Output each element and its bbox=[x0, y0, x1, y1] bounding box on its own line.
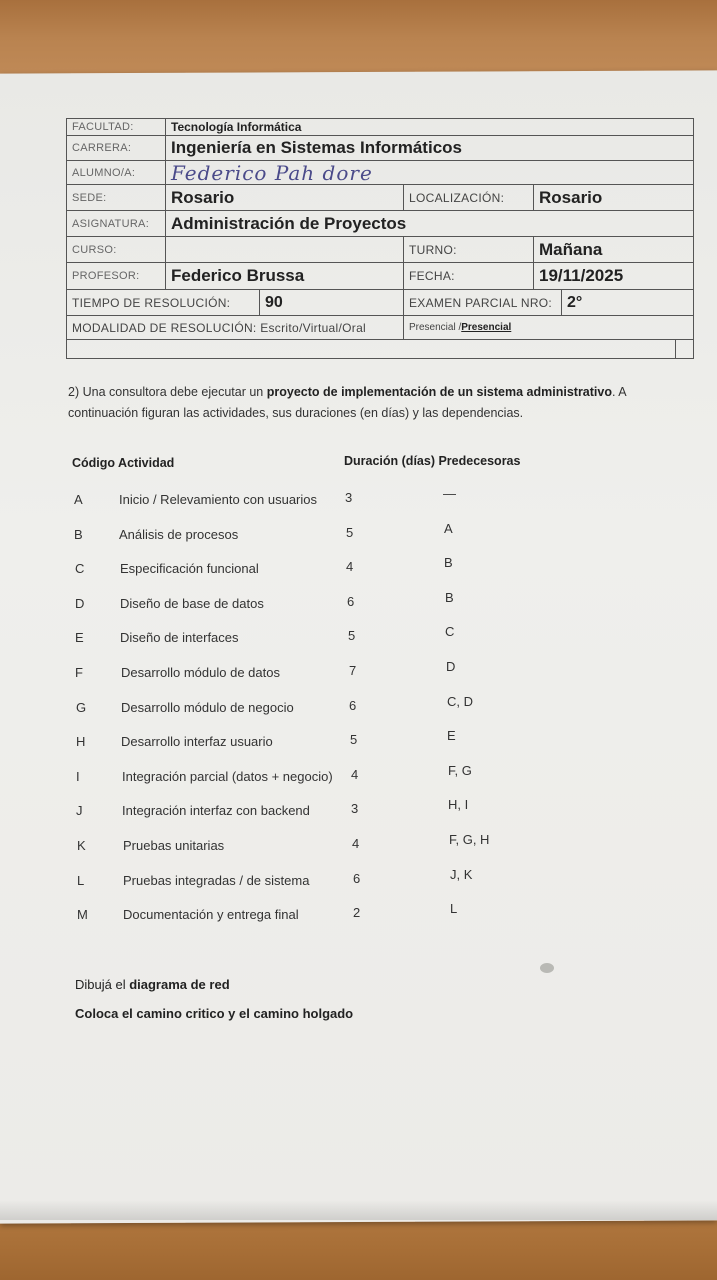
activity-row bbox=[0, 867, 717, 893]
fecha-value: 19/11/2025 bbox=[539, 266, 624, 285]
sede-value: Rosario bbox=[171, 187, 235, 207]
examen-value: 2° bbox=[567, 293, 583, 311]
activity-code: A bbox=[74, 492, 83, 507]
activity-code: F bbox=[75, 665, 83, 680]
activity-name: Desarrollo interfaz usuario bbox=[121, 734, 273, 749]
activity-duration: 7 bbox=[349, 663, 357, 678]
activity-name: Inicio / Relevamiento con usuarios bbox=[119, 492, 317, 507]
tiempo-value: 90 bbox=[265, 293, 283, 311]
smudge-mark bbox=[540, 963, 554, 973]
activity-code: I bbox=[76, 769, 80, 784]
curso-label: CURSO: bbox=[72, 243, 117, 256]
col-header-duracion: Duración (días) Predecesoras bbox=[344, 454, 521, 468]
intro-text-2: . A continuación figuran las actividades, sus duraciones (en días) y las dependencias. bbox=[68, 385, 626, 420]
row-sede bbox=[66, 184, 694, 211]
activity-predecessors: J, K bbox=[450, 867, 473, 882]
activity-name: Pruebas integradas / de sistema bbox=[123, 873, 310, 888]
activity-predecessors: H, I bbox=[448, 797, 469, 812]
alumno-label: ALUMNO/A: bbox=[72, 166, 136, 179]
activity-predecessors: B bbox=[445, 590, 454, 605]
row-blank bbox=[66, 339, 694, 359]
fecha-label: FECHA: bbox=[409, 269, 455, 283]
facultad-value: Tecnología Informática bbox=[171, 120, 302, 134]
activity-row bbox=[0, 728, 717, 754]
activity-code: E bbox=[75, 630, 84, 645]
activity-name: Pruebas unitarias bbox=[123, 838, 225, 853]
activity-code: M bbox=[77, 907, 88, 922]
activity-code: G bbox=[76, 700, 87, 715]
activity-code: K bbox=[77, 838, 86, 853]
activity-duration: 5 bbox=[350, 732, 358, 747]
activity-code: J bbox=[76, 803, 83, 818]
activity-code: L bbox=[77, 873, 85, 888]
activity-row bbox=[0, 624, 717, 650]
activity-predecessors: D bbox=[446, 659, 456, 674]
row-tiempo bbox=[66, 289, 694, 316]
table-surface bbox=[0, 1215, 717, 1280]
activity-code: H bbox=[76, 734, 86, 749]
activity-predecessors: — bbox=[443, 486, 456, 501]
modalidad-value-a: Presencial / bbox=[409, 322, 462, 333]
activity-predecessors: F, G, H bbox=[449, 832, 490, 847]
activity-duration: 6 bbox=[353, 871, 361, 886]
activity-predecessors: C, D bbox=[447, 694, 473, 709]
activity-name: Integración parcial (datos + negocio) bbox=[122, 769, 333, 784]
activity-name: Diseño de interfaces bbox=[120, 630, 239, 645]
activity-duration: 4 bbox=[346, 559, 354, 574]
instruction-diagram-bold: diagrama de red bbox=[129, 977, 230, 992]
instruction-critical-path: Coloca el camino critico y el camino holgado bbox=[75, 1006, 354, 1021]
asignatura-label: ASIGNATURA: bbox=[72, 217, 150, 230]
alumno-handwritten-name: Federico Pah dore bbox=[171, 161, 373, 184]
activity-code: B bbox=[74, 527, 83, 542]
activity-name: Documentación y entrega final bbox=[123, 907, 299, 922]
activity-name: Desarrollo módulo de negocio bbox=[121, 700, 294, 715]
activity-predecessors: L bbox=[450, 901, 458, 916]
examen-label: EXAMEN PARCIAL NRO: bbox=[409, 295, 553, 310]
row-carrera bbox=[66, 135, 694, 161]
col-header-codigo: Código Actividad bbox=[72, 456, 175, 470]
facultad-label: FACULTAD: bbox=[72, 121, 134, 133]
activity-name: Diseño de base de datos bbox=[120, 596, 264, 611]
modalidad-label: MODALIDAD DE RESOLUCIÓN: Escrito/Virtual/Oral bbox=[72, 320, 367, 335]
tiempo-label: TIEMPO DE RESOLUCIÓN: bbox=[72, 295, 231, 310]
activity-row bbox=[0, 901, 717, 927]
intro-text-1: 2) Una consultora debe ejecutar un bbox=[68, 385, 267, 399]
activity-row bbox=[0, 590, 717, 616]
activity-name: Especificación funcional bbox=[120, 561, 259, 576]
activity-duration: 4 bbox=[351, 767, 359, 782]
activity-duration: 4 bbox=[352, 836, 360, 851]
instruction-diagram-pre: Dibujá el bbox=[75, 977, 130, 992]
activity-duration: 6 bbox=[347, 594, 355, 609]
activity-duration: 6 bbox=[349, 698, 357, 713]
localizacion-label: LOCALIZACIÓN: bbox=[409, 190, 505, 205]
row-alumno bbox=[66, 160, 694, 185]
paper-shadow bbox=[0, 1200, 717, 1220]
activity-name: Análisis de procesos bbox=[119, 527, 239, 542]
row-profesor bbox=[66, 262, 694, 290]
activity-code: D bbox=[75, 596, 85, 611]
activity-predecessors: F, G bbox=[448, 763, 472, 778]
activity-row bbox=[0, 555, 717, 581]
activity-predecessors: C bbox=[445, 624, 455, 639]
activity-duration: 5 bbox=[348, 628, 356, 643]
profesor-value: Federico Brussa bbox=[171, 266, 305, 285]
row-facultad bbox=[66, 118, 694, 136]
intro-bold: proyecto de implementación de un sistema administrativo bbox=[266, 385, 612, 399]
activity-code: C bbox=[75, 561, 85, 576]
instruction-diagram bbox=[75, 977, 230, 992]
carrera-label: CARRERA: bbox=[72, 142, 132, 154]
activity-predecessors: E bbox=[447, 728, 456, 743]
activity-duration: 3 bbox=[351, 801, 359, 816]
sede-label: SEDE: bbox=[72, 191, 107, 204]
activity-row bbox=[0, 659, 717, 685]
row-modalidad bbox=[66, 315, 694, 340]
asignatura-value: Administración de Proyectos bbox=[171, 213, 407, 233]
activity-duration: 3 bbox=[345, 490, 353, 505]
problem-statement bbox=[68, 382, 628, 424]
activity-name: Desarrollo módulo de datos bbox=[121, 665, 280, 680]
row-asignatura bbox=[66, 210, 694, 237]
activity-predecessors: B bbox=[444, 555, 453, 570]
activity-duration: 2 bbox=[353, 905, 361, 920]
activity-row bbox=[0, 832, 717, 858]
activity-duration: 5 bbox=[346, 525, 354, 540]
activity-row bbox=[0, 763, 717, 789]
carrera-value: Ingeniería en Sistemas Informáticos bbox=[171, 138, 462, 157]
turno-label: TURNO: bbox=[409, 242, 457, 257]
localizacion-value: Rosario bbox=[539, 187, 603, 207]
modalidad-value-b: Presencial bbox=[461, 322, 512, 333]
turno-value: Mañana bbox=[539, 239, 603, 259]
activity-predecessors: A bbox=[444, 521, 453, 536]
activity-row bbox=[0, 797, 717, 823]
row-curso bbox=[66, 236, 694, 263]
activity-name: Integración interfaz con backend bbox=[122, 803, 310, 818]
activity-row bbox=[0, 521, 717, 547]
profesor-label: PROFESOR: bbox=[72, 270, 140, 282]
activity-row bbox=[0, 486, 717, 512]
activity-row bbox=[0, 694, 717, 720]
